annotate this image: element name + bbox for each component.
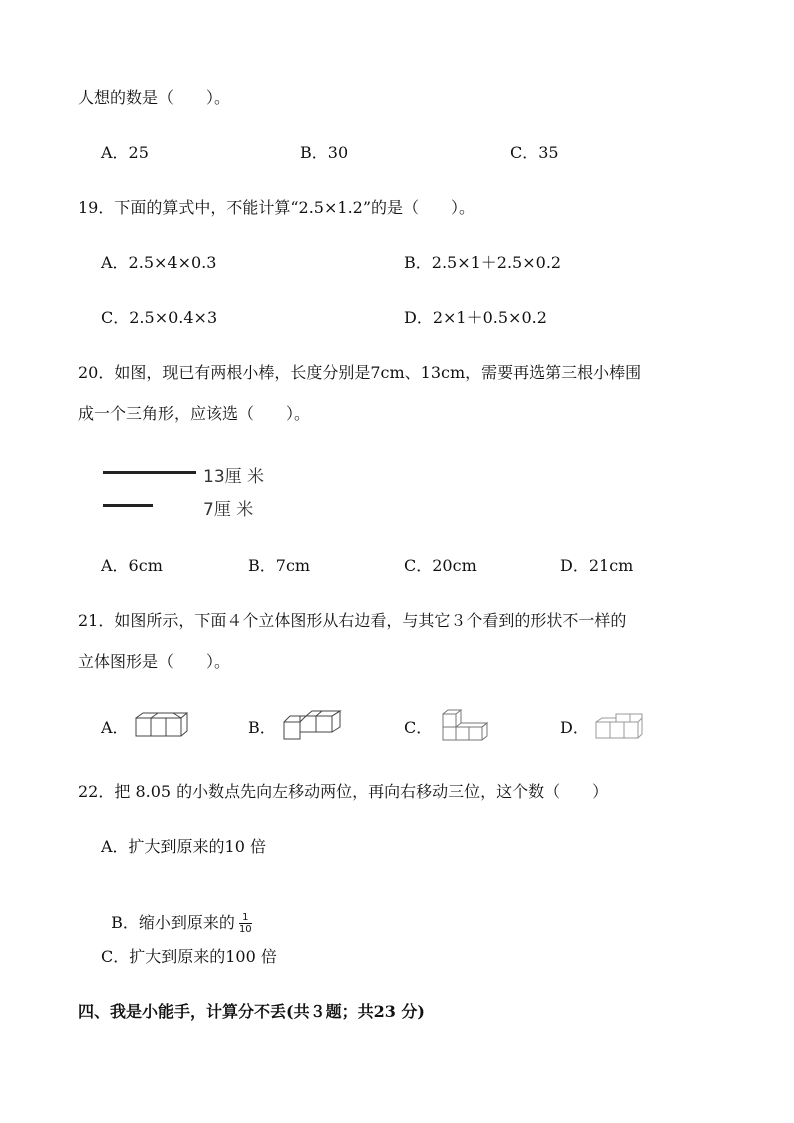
q22-stem: 22．把 8.05 的小数点先向左移动两位，再向右移动三位，这个数（ ） xyxy=(78,782,609,801)
q20-stem-line1: 20．如图，现已有两根小棒，长度分别是7cm、13cm，需要再选第三根小棒围 xyxy=(78,363,642,382)
q22-option-b-text: B．缩小到原来的 xyxy=(111,913,235,932)
q20-stem-line2: 成一个三角形，应该选（ ）。 xyxy=(78,404,311,423)
q18-option-a[interactable]: A．25 xyxy=(101,143,149,162)
q20-option-d[interactable]: D．21cm xyxy=(560,556,634,575)
q20-option-c[interactable]: C．20cm xyxy=(404,556,477,575)
cube-figure-d xyxy=(594,710,646,742)
q19-option-d[interactable]: D．2×1＋0.5×0.2 xyxy=(404,308,547,327)
q18-option-c[interactable]: C．35 xyxy=(510,143,559,162)
q22-option-b[interactable] xyxy=(101,892,252,935)
q21-option-b[interactable]: B． xyxy=(248,718,276,737)
q19-stem: 19．下面的算式中，不能计算“2.5×1.2”的是（ ）。 xyxy=(78,198,476,217)
fraction-numerator: 1 xyxy=(239,912,252,924)
stick-7cm xyxy=(103,504,153,507)
q22-option-a[interactable]: A．扩大到原来的10 倍 xyxy=(101,837,267,856)
q18-stem-tail: 人想的数是（ ）。 xyxy=(78,88,231,107)
q21-option-d[interactable]: D． xyxy=(560,718,589,737)
stick-7cm-label: 7厘 米 xyxy=(203,500,254,520)
q22-option-c[interactable]: C．扩大到原来的100 倍 xyxy=(101,947,277,966)
cube-figure-a xyxy=(134,710,190,740)
cube-figure-c xyxy=(440,706,490,744)
q19-option-a[interactable]: A．2.5×4×0.3 xyxy=(101,253,217,272)
q21-option-c[interactable]: C． xyxy=(404,718,433,737)
cube-figure-b xyxy=(282,708,344,742)
q18-option-b[interactable]: B．30 xyxy=(300,143,349,162)
fraction-one-tenth xyxy=(239,912,252,935)
q21-option-a[interactable]: A． xyxy=(101,718,129,737)
q20-option-a[interactable]: A．6cm xyxy=(101,556,163,575)
q21-stem-line2: 立体图形是（ ）。 xyxy=(78,652,231,671)
stick-13cm xyxy=(103,471,196,474)
q21-stem-line1: 21．如图所示，下面４个立体图形从右边看，与其它３个看到的形状不一样的 xyxy=(78,611,627,630)
section4-heading: 四、我是小能手，计算分不丢(共３题；共23 分) xyxy=(78,1002,425,1021)
q19-option-b[interactable]: B．2.5×1＋2.5×0.2 xyxy=(404,253,562,272)
fraction-denominator: 10 xyxy=(238,924,252,935)
q19-option-c[interactable]: C．2.5×0.4×3 xyxy=(101,308,218,327)
stick-13cm-label: 13厘 米 xyxy=(203,467,265,487)
q20-option-b[interactable]: B．7cm xyxy=(248,556,311,575)
